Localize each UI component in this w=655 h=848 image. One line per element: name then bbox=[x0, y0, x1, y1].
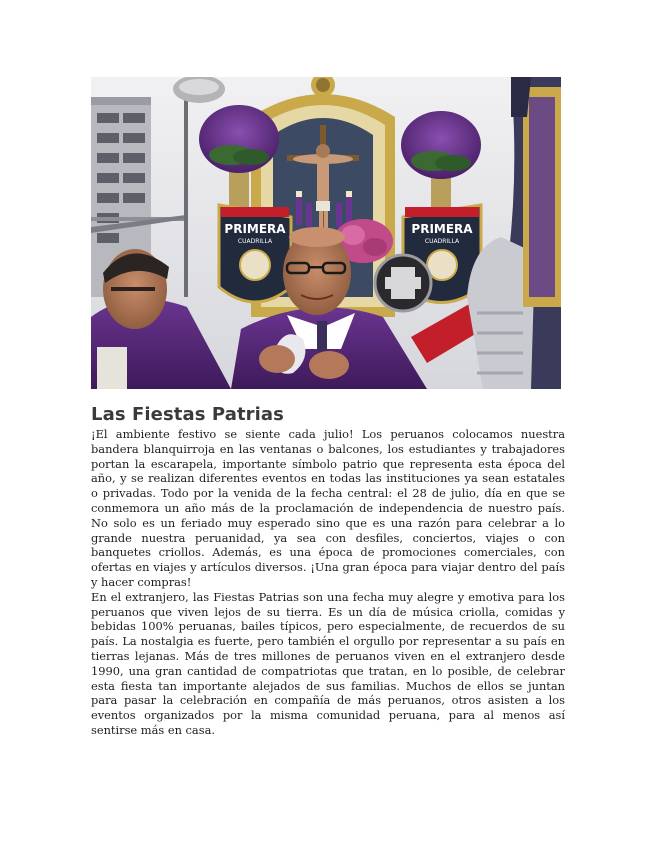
banner-left-title: PRIMERA bbox=[224, 222, 286, 236]
banner-left-subtitle: CUADRILLA bbox=[237, 238, 273, 245]
article-body bbox=[91, 427, 565, 738]
paragraph-2: En el extranjero, las Fiestas Patrias son una fecha muy alegre y emotiva para los peruanos que viven lejos de su tierra. Es un día de música criolla, comidas y bebidas 100% peruanas, bailes típicos, pero especialmente, de recuerdos de su país. La nostalgia es fuerte, pero también el orgullo por representar a su país en tierras lejanas. Más de tres millones de peruanos viven en el extranjero desde 1990, una gran cantidad de compatriotas que tratan, en lo posible, de celebrar esta fiesta tan importante alejados de sus familias. Muchos de ellos se juntan para pasar la celebración en compañía de más peruanos, otros asisten a los eventos organizados por la misma comunidad peruana, para al menos así sentirse más en casa. bbox=[91, 589, 565, 737]
procession-photo bbox=[91, 77, 561, 389]
banner-left bbox=[219, 205, 291, 302]
banner-right-title: PRIMERA bbox=[411, 222, 473, 236]
procession-illustration bbox=[91, 77, 561, 389]
banner-right-subtitle: CUADRILLA bbox=[424, 238, 460, 245]
page-title: Las Fiestas Patrias bbox=[91, 404, 284, 425]
paragraph-1: ¡El ambiente festivo se siente cada julio! Los peruanos colocamos nuestra bandera blanquirroja en las ventanas o balcones, los estudiantes y trabajadores portan la escarapela, importante símbolo patrio que representa esta época del año, y se realizan diferentes eventos en todas las instituciones ya sean estatales o privadas. Todo por la venida de la fecha central: el 28 de julio, día en que se conmemora un año más de la proclamación de independencia de nuestro país. No solo es un feriado muy esperado sino que es una razón para celebrar a lo grande nuestra peruanidad, ya sea con desfiles, conciertos, viajes o con banquetes criollos. Además, es una época de promociones comerciales, con ofertas en viajes y artículos diversos. ¡Una gran época para viajar dentro del país y hacer compras! bbox=[91, 427, 565, 589]
cross-medallion bbox=[375, 255, 431, 311]
